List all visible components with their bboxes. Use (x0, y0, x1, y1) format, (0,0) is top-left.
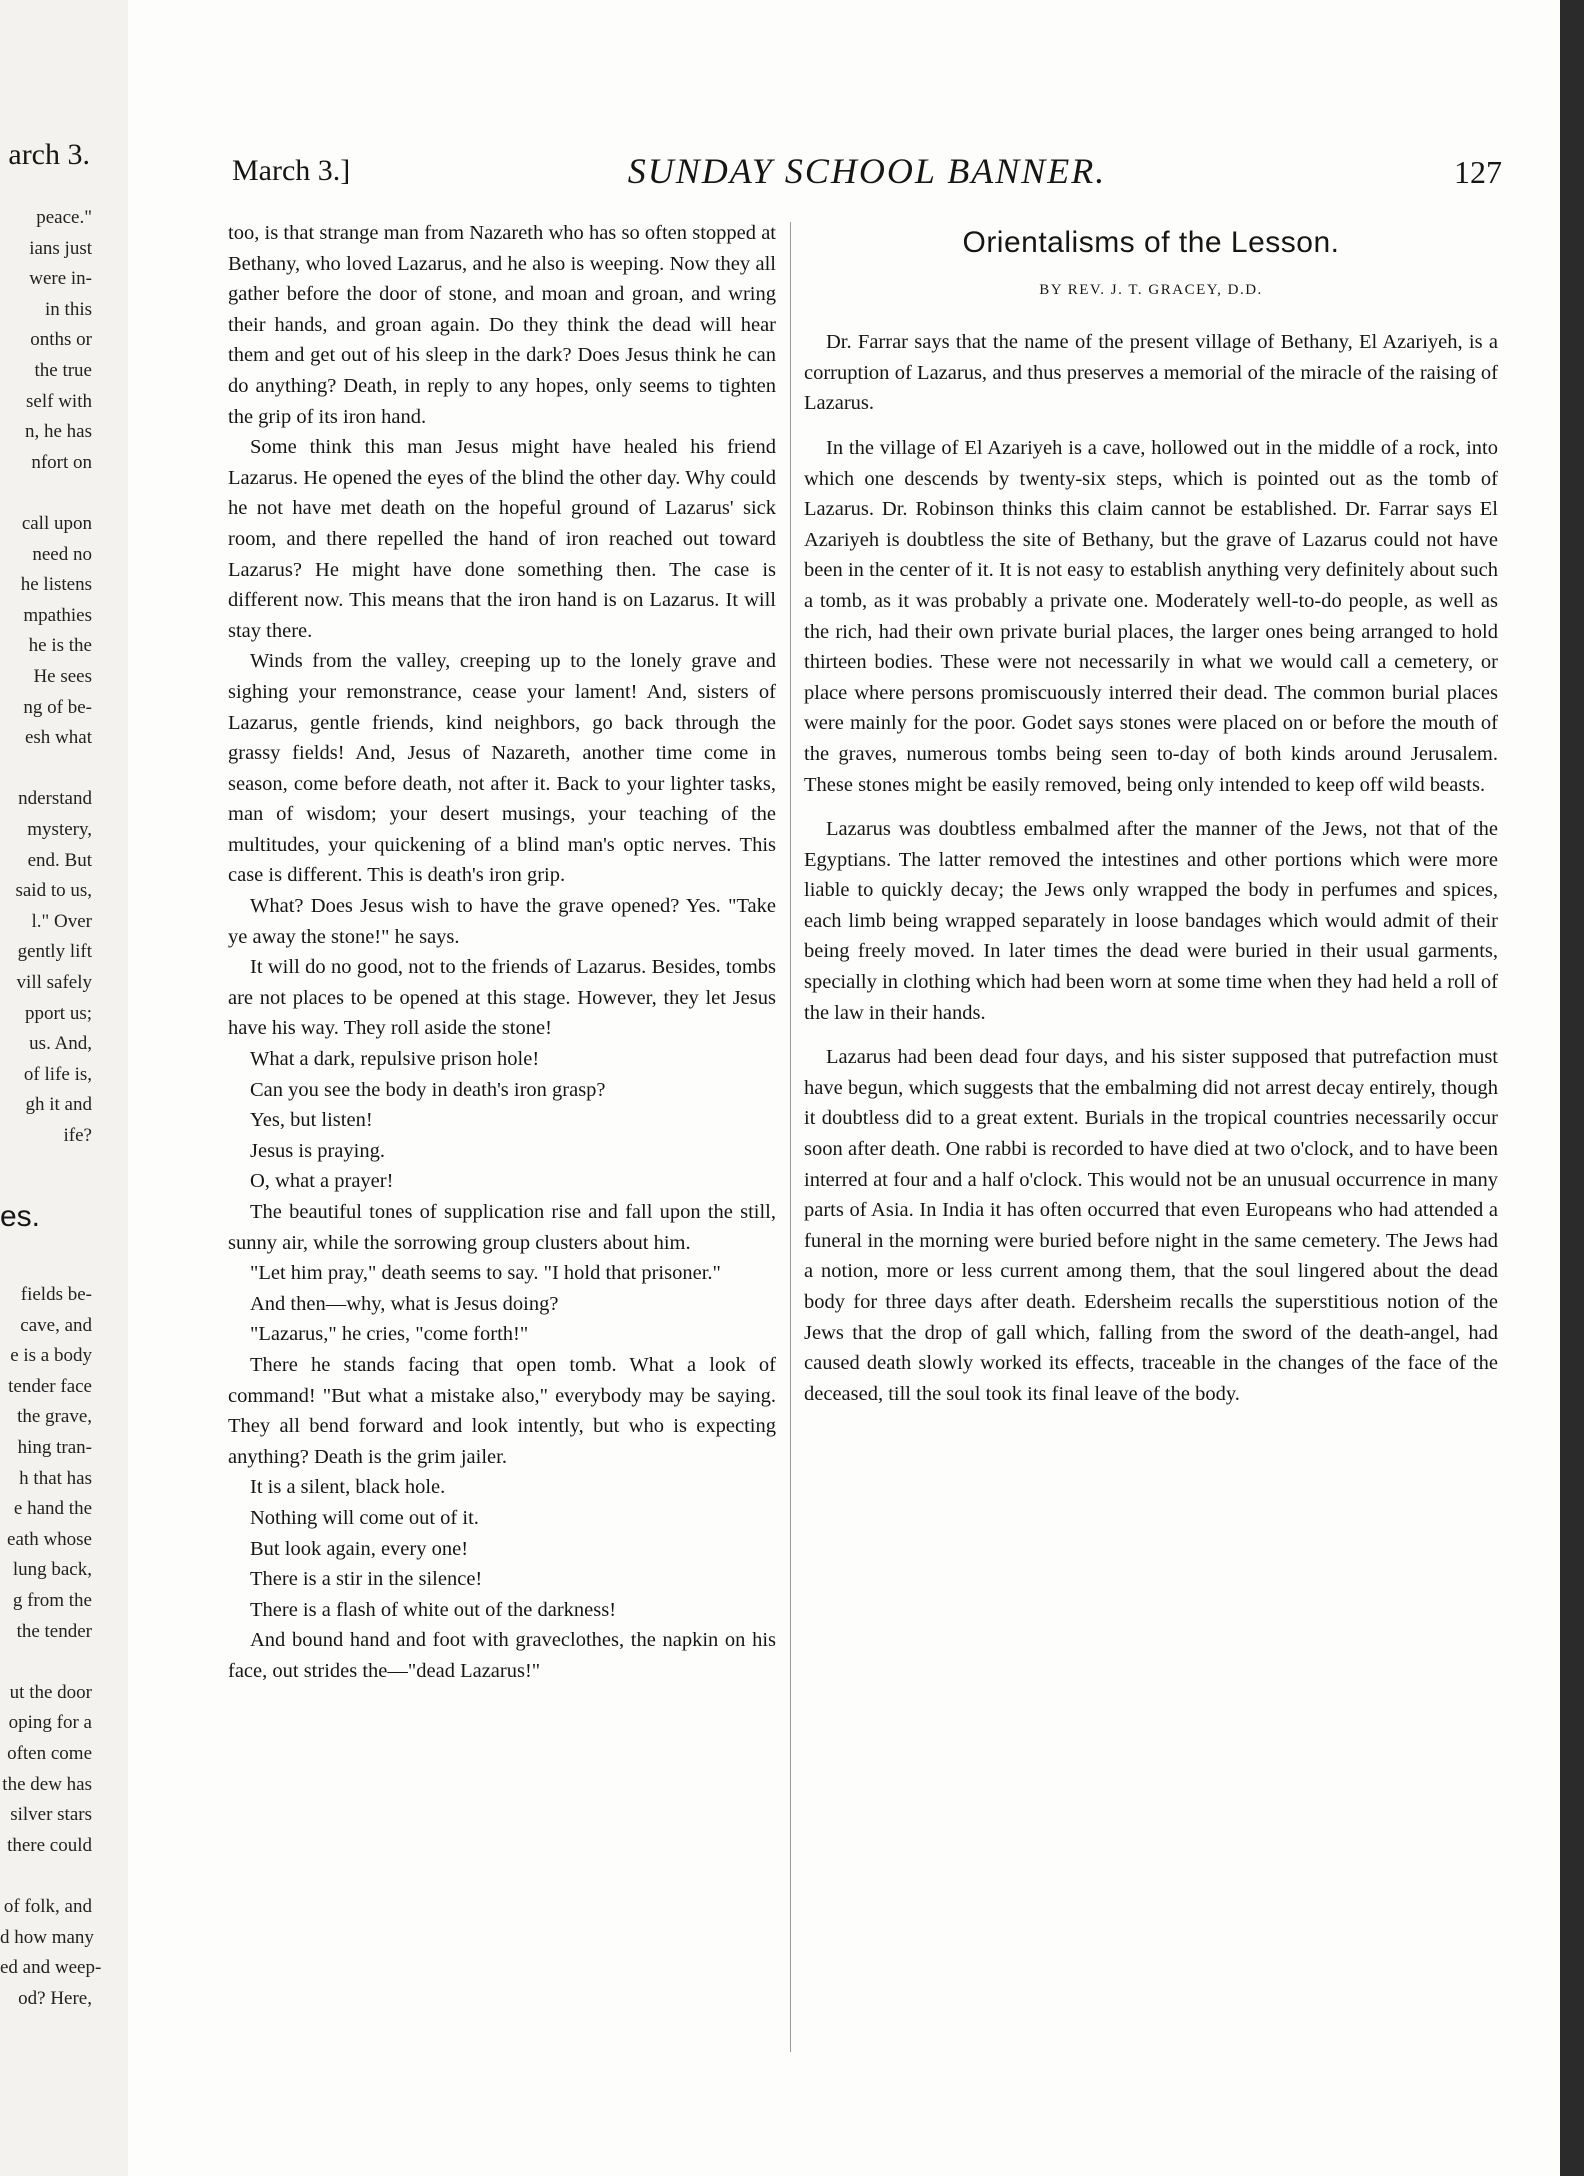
facing-page-line: call upon (21, 513, 92, 534)
facing-page-line: need no (32, 543, 92, 565)
paragraph: Some think this man Jesus might have healed his friend Lazarus. He opened the eyes of the blind the other day. Why could he not have met death on the hopeful ground of Lazarus' sick room, and there repelled the hand of iron reached out toward Lazarus? He might have done something then. The case is different now. This means that the iron hand is on Lazarus. It will stay there. (228, 436, 776, 642)
facing-page-line: us. And, (29, 1033, 92, 1055)
facing-page-line: ed and weep- (0, 1957, 102, 1979)
paragraph: Nothing will come out of it. (250, 1506, 479, 1529)
paragraph: Yes, but listen! (250, 1109, 373, 1132)
facing-page-line: e is a body (10, 1345, 92, 1367)
paragraph: And then—why, what is Jesus doing? (250, 1292, 559, 1315)
facing-page-line: of life is, (23, 1063, 92, 1085)
facing-page-line: nderstand (18, 788, 92, 810)
paragraph: But look again, every one! (250, 1537, 469, 1560)
running-header (232, 150, 1502, 196)
facing-page-line: the tender (16, 1620, 92, 1642)
paragraph: Dr. Farrar says that the name of the present village of Bethany, El Azariyeh, is a corruption of Lazarus, and thus preserves a memorial of the miracle of the raising of Lazarus. (804, 331, 1498, 415)
facing-page-line: mystery, (27, 819, 92, 840)
page-number: 127 (1454, 154, 1502, 190)
facing-page-line: mpathies (23, 604, 92, 626)
right-column (804, 218, 1498, 1423)
facing-page-line: ians just (29, 237, 92, 259)
facing-page-line: ut the door (9, 1681, 92, 1703)
facing-page-line: the grave, (17, 1406, 92, 1428)
facing-page-line: fields be- (20, 1284, 92, 1305)
paragraph: In the village of El Azariyeh is a cave, hollowed out in the middle of a rock, into which one descends by twenty-six steps, which is pointed out as the tomb of Lazarus. Dr. Robinson thinks this claim cannot be established. Dr. Farrar says El Azariyeh is doubtless the site of Bethany, but the grave of Lazarus could not have been in the center of it. It is not easy to establish anything very definitely about such a tomb, as it was probably a private one. Moderately well-to-do people, as well as the rich, had their own private burial places, the larger ones being arranged to hold thirteen bodies. These were not necessarily in what we would call a cemetery, or place where persons promiscuously interred their dead. The common burial places were mainly for the poor. Godet says stones were placed on or before the mouth of the graves, numerous tombs being seen to-day of both kinds around Jerusalem. These stones might be easily removed, being only intended to keep off wild beasts. (804, 436, 1498, 796)
facing-page-line: n, he has (24, 421, 92, 443)
facing-page-line: end. But (27, 849, 92, 871)
facing-page-line: in this (45, 298, 92, 320)
facing-page-line: the dew has (2, 1773, 92, 1795)
facing-page-line: he listens (20, 574, 92, 596)
paragraph: "Lazarus," he cries, "come forth!" (250, 1323, 529, 1346)
facing-page-line: peace." (36, 207, 92, 228)
paragraph: What a dark, repulsive prison hole! (250, 1048, 540, 1071)
article-title: Orientalisms of the Lesson. (962, 226, 1340, 259)
facing-page-margin (0, 0, 130, 2176)
paragraph: Lazarus had been dead four days, and his sister supposed that putrefaction must have begun, which suggests that the embalming did not arrest decay entirely, though it doubtless did to a great extent. Burials in the tropical countries necessarily occur soon after death. One rabbi is recorded to have died at two o'clock, and to have been interred at four and a half o'clock. This would not be an unusual occurrence in many parts of Asia. In India it has often occurred that even Europeans who had attended a funeral in the morning were buried before night in the same cemetery. The Jews had a notion, more or less current among them, that the soul lingered about the dead body for three days after death. Edersheim recalls the superstitious notion of the Jews that the drop of gall which, falling from the sword of the death-angel, had caused death slowly worked its effects, traceable in the changes of the face of the deceased, till the soul took its final leave of the body. (804, 1046, 1498, 1405)
paragraph: The beautiful tones of supplication rise and fall upon the still, sunny air, while the sorrowing group clusters about him. (228, 1201, 776, 1254)
facing-page-line: said to us, (15, 880, 92, 902)
column-divider (790, 222, 791, 2052)
facing-page-line: h that has (19, 1467, 92, 1489)
facing-page-section-fragment: es. (0, 1200, 41, 1233)
paragraph: What? Does Jesus wish to have the grave opened? Yes. "Take ye away the stone!" he says. (228, 895, 776, 948)
paragraph: There is a flash of white out of the darkness! (250, 1598, 617, 1621)
paragraph: too, is that strange man from Nazareth who has so often stopped at Bethany, who loved Lazarus, and he also is weeping. Now they all gather before the door of stone, and moan and groan, and wring their hands, and groan again. Do they think the dead will hear them and get out of his sleep in the dark? Does Jesus think he can do anything? Death, in reply to any hopes, only seems to tighten the grip of its iron hand. (228, 222, 776, 428)
header-date: March 3.] (232, 154, 351, 187)
facing-page-line: pport us; (24, 1002, 92, 1024)
facing-page-line: there could (7, 1834, 92, 1856)
facing-page-line: od? Here, (18, 1987, 92, 2009)
article-body (804, 327, 1498, 1409)
facing-page-line: silver stars (10, 1804, 92, 1826)
facing-page-line: esh what (24, 727, 92, 749)
left-column (228, 218, 776, 1687)
facing-page-line: were in- (29, 268, 92, 290)
facing-page-line: g from the (12, 1590, 92, 1611)
facing-page-line: of folk, and (3, 1896, 92, 1917)
article-byline: BY REV. J. T. GRACEY, D.D. (1039, 281, 1263, 298)
facing-page-line: he is the (28, 635, 92, 657)
facing-page-line: He sees (33, 666, 92, 687)
facing-page-line: eath whose (7, 1528, 92, 1550)
paragraph: Can you see the body in death's iron grasp? (250, 1078, 606, 1101)
paragraph: Winds from the valley, creeping up to the lonely grave and sighing your remonstrance, cease your lament! And, sisters of Lazarus, gentle friends, kind neighbors, go back through the grassy fields! And, Jesus of Nazareth, another time come in season, come before death, not after it. Back to your lighter tasks, man of wisdom; your desert musings, your teaching of the multitudes, your quickening of a blind man's optic nerves. This case is different. This is death's iron grip. (228, 650, 776, 887)
facing-page-line: nfort on (31, 451, 92, 473)
paragraph: It will do no good, not to the friends of Lazarus. Besides, tombs are not places to be opened at this stage. However, they let Jesus have his way. They roll aside the stone! (228, 956, 776, 1040)
facing-page-line: e hand the (13, 1498, 92, 1520)
facing-page-line: ife? (63, 1125, 92, 1146)
facing-page-line: vill safely (16, 972, 92, 993)
facing-page-line: oping for a (8, 1712, 92, 1734)
facing-page-line: hing tran- (17, 1437, 92, 1458)
facing-page-line: self with (26, 390, 92, 412)
paragraph: Jesus is praying. (250, 1139, 385, 1162)
paragraph: There is a stir in the silence! (250, 1568, 483, 1591)
paragraph: O, what a prayer! (250, 1170, 394, 1193)
facing-page-line: tender face (8, 1375, 92, 1397)
paragraph: Lazarus was doubtless embalmed after the manner of the Jews, not that of the Egyptians. The latter removed the intestines and other portions which were more liable to quickly decay; the Jews only wrapped the body in perfumes and spices, each limb being wrapped separately in loose bandages which would admit of their being freely moved. In later times the dead were buried in their usual garments, specially in clothing which had been worn at some time when they had held a roll of the law in their hands. (804, 818, 1498, 1024)
facing-page-line: often come (7, 1743, 92, 1764)
facing-page-line: cave, and (20, 1314, 92, 1336)
facing-page-line: the true (34, 360, 92, 381)
facing-page-line: gh it and (25, 1094, 92, 1116)
facing-page-line: d how many (0, 1926, 94, 1948)
facing-page-header: arch 3. (8, 138, 90, 171)
paragraph: And bound hand and foot with graveclothes, the napkin on his face, out strides the—"dead Lazarus!" (228, 1629, 776, 1682)
publication-title: SUNDAY SCHOOL BANNER. (627, 151, 1107, 191)
facing-page-line: lung back, (12, 1559, 92, 1581)
paragraph: "Let him pray," death seems to say. "I hold that prisoner." (250, 1262, 721, 1285)
facing-page-line: gently lift (17, 941, 92, 963)
facing-page-line: ng of be- (23, 696, 92, 718)
page-edge-shadow (1560, 0, 1584, 2176)
page (128, 0, 1560, 2176)
paragraph: It is a silent, black hole. (250, 1476, 446, 1499)
facing-page-line: onths or (30, 329, 92, 351)
paragraph: There he stands facing that open tomb. What a look of command! "But what a mistake also," everybody may be saying. They all bend forward and look intently, but who is expecting anything? Death is the grim jailer. (228, 1353, 776, 1468)
facing-page-line: l." Over (31, 910, 92, 932)
